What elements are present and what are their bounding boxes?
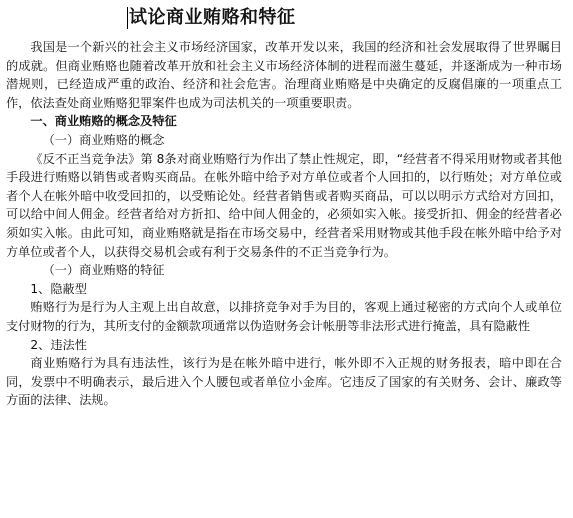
- subsection-heading-features: （一）商业贿赂的特征: [42, 263, 165, 278]
- concept-paragraph: 《反不正当竞争法》第 8条对商业贿赂行为作出了禁止性规定，即，“经营者不得采用财物或者其他手段进行贿赂以销售或者购买商品。在帐外暗中给予对方单位或者个人回扣的，以行贿处；对方单位或者个人在帐外暗中收受回扣的，以受贿论处。经营者销售或者购买商品，可以以明示方式给对方回扣，可以给中间人佣金。经营者给对方折扣、给中间人佣金的，必须如实入帐。接受折扣、佣金的经营者必须如实入帐。由此可知，商业贿赂就是指在市场交易中，经营者采用财物或其他手段在帐外暗中给予对方单位或者个人，以获得交易机会或有利于交易条件的不正当竞争行为。: [6, 151, 562, 259]
- document-body[interactable]: [6, 38, 562, 410]
- intro-paragraph: 我国是一个新兴的社会主义市场经济国家，改革开发以来，我国的经济和社会发展取得了世界瞩目的成就。但商业贿赂也随着改革开放和社会主义市场经济体制的进程而滋生蔓延，并逐渐成为一种市场潜规则，已经造成严重的政治、经济和社会危害。治理商业贿赂是中央确定的反腐倡廉的一项重点工作，依法查处商业贿赂犯罪案件也成为司法机关的一项重要职责。: [6, 40, 562, 110]
- feature-paragraph-1: 贿赂行为是行为人主观上出自故意，以排挤竞争对手为目的，客观上通过秘密的方式向个人或单位支付财物的行为，其所支付的金额款项通常以伪造财务会计帐册等非法形式进行掩盖，具有隐蔽性: [6, 300, 562, 333]
- feature-paragraph-2: 商业贿赂行为具有违法性，该行为是在帐外暗中进行，帐外即不入正规的财务报表，暗中即在合同，发票中不明确表示，最后进入个人腰包或者单位小金库。它违反了国家的有关财务、会计、廉政等方面的法律、法规。: [6, 356, 562, 408]
- text-cursor: [127, 7, 128, 29]
- section-heading-1: 一、商业贿赂的概念及特征: [30, 114, 177, 129]
- document-title[interactable]: 试论商业贿赂和特征: [129, 7, 296, 28]
- title-area: [6, 4, 567, 32]
- feature-heading-1: 1、隐蔽型: [30, 281, 87, 296]
- feature-heading-2: 2、违法性: [30, 337, 87, 352]
- subsection-heading-concept: （一）商业贿赂的概念: [42, 132, 165, 147]
